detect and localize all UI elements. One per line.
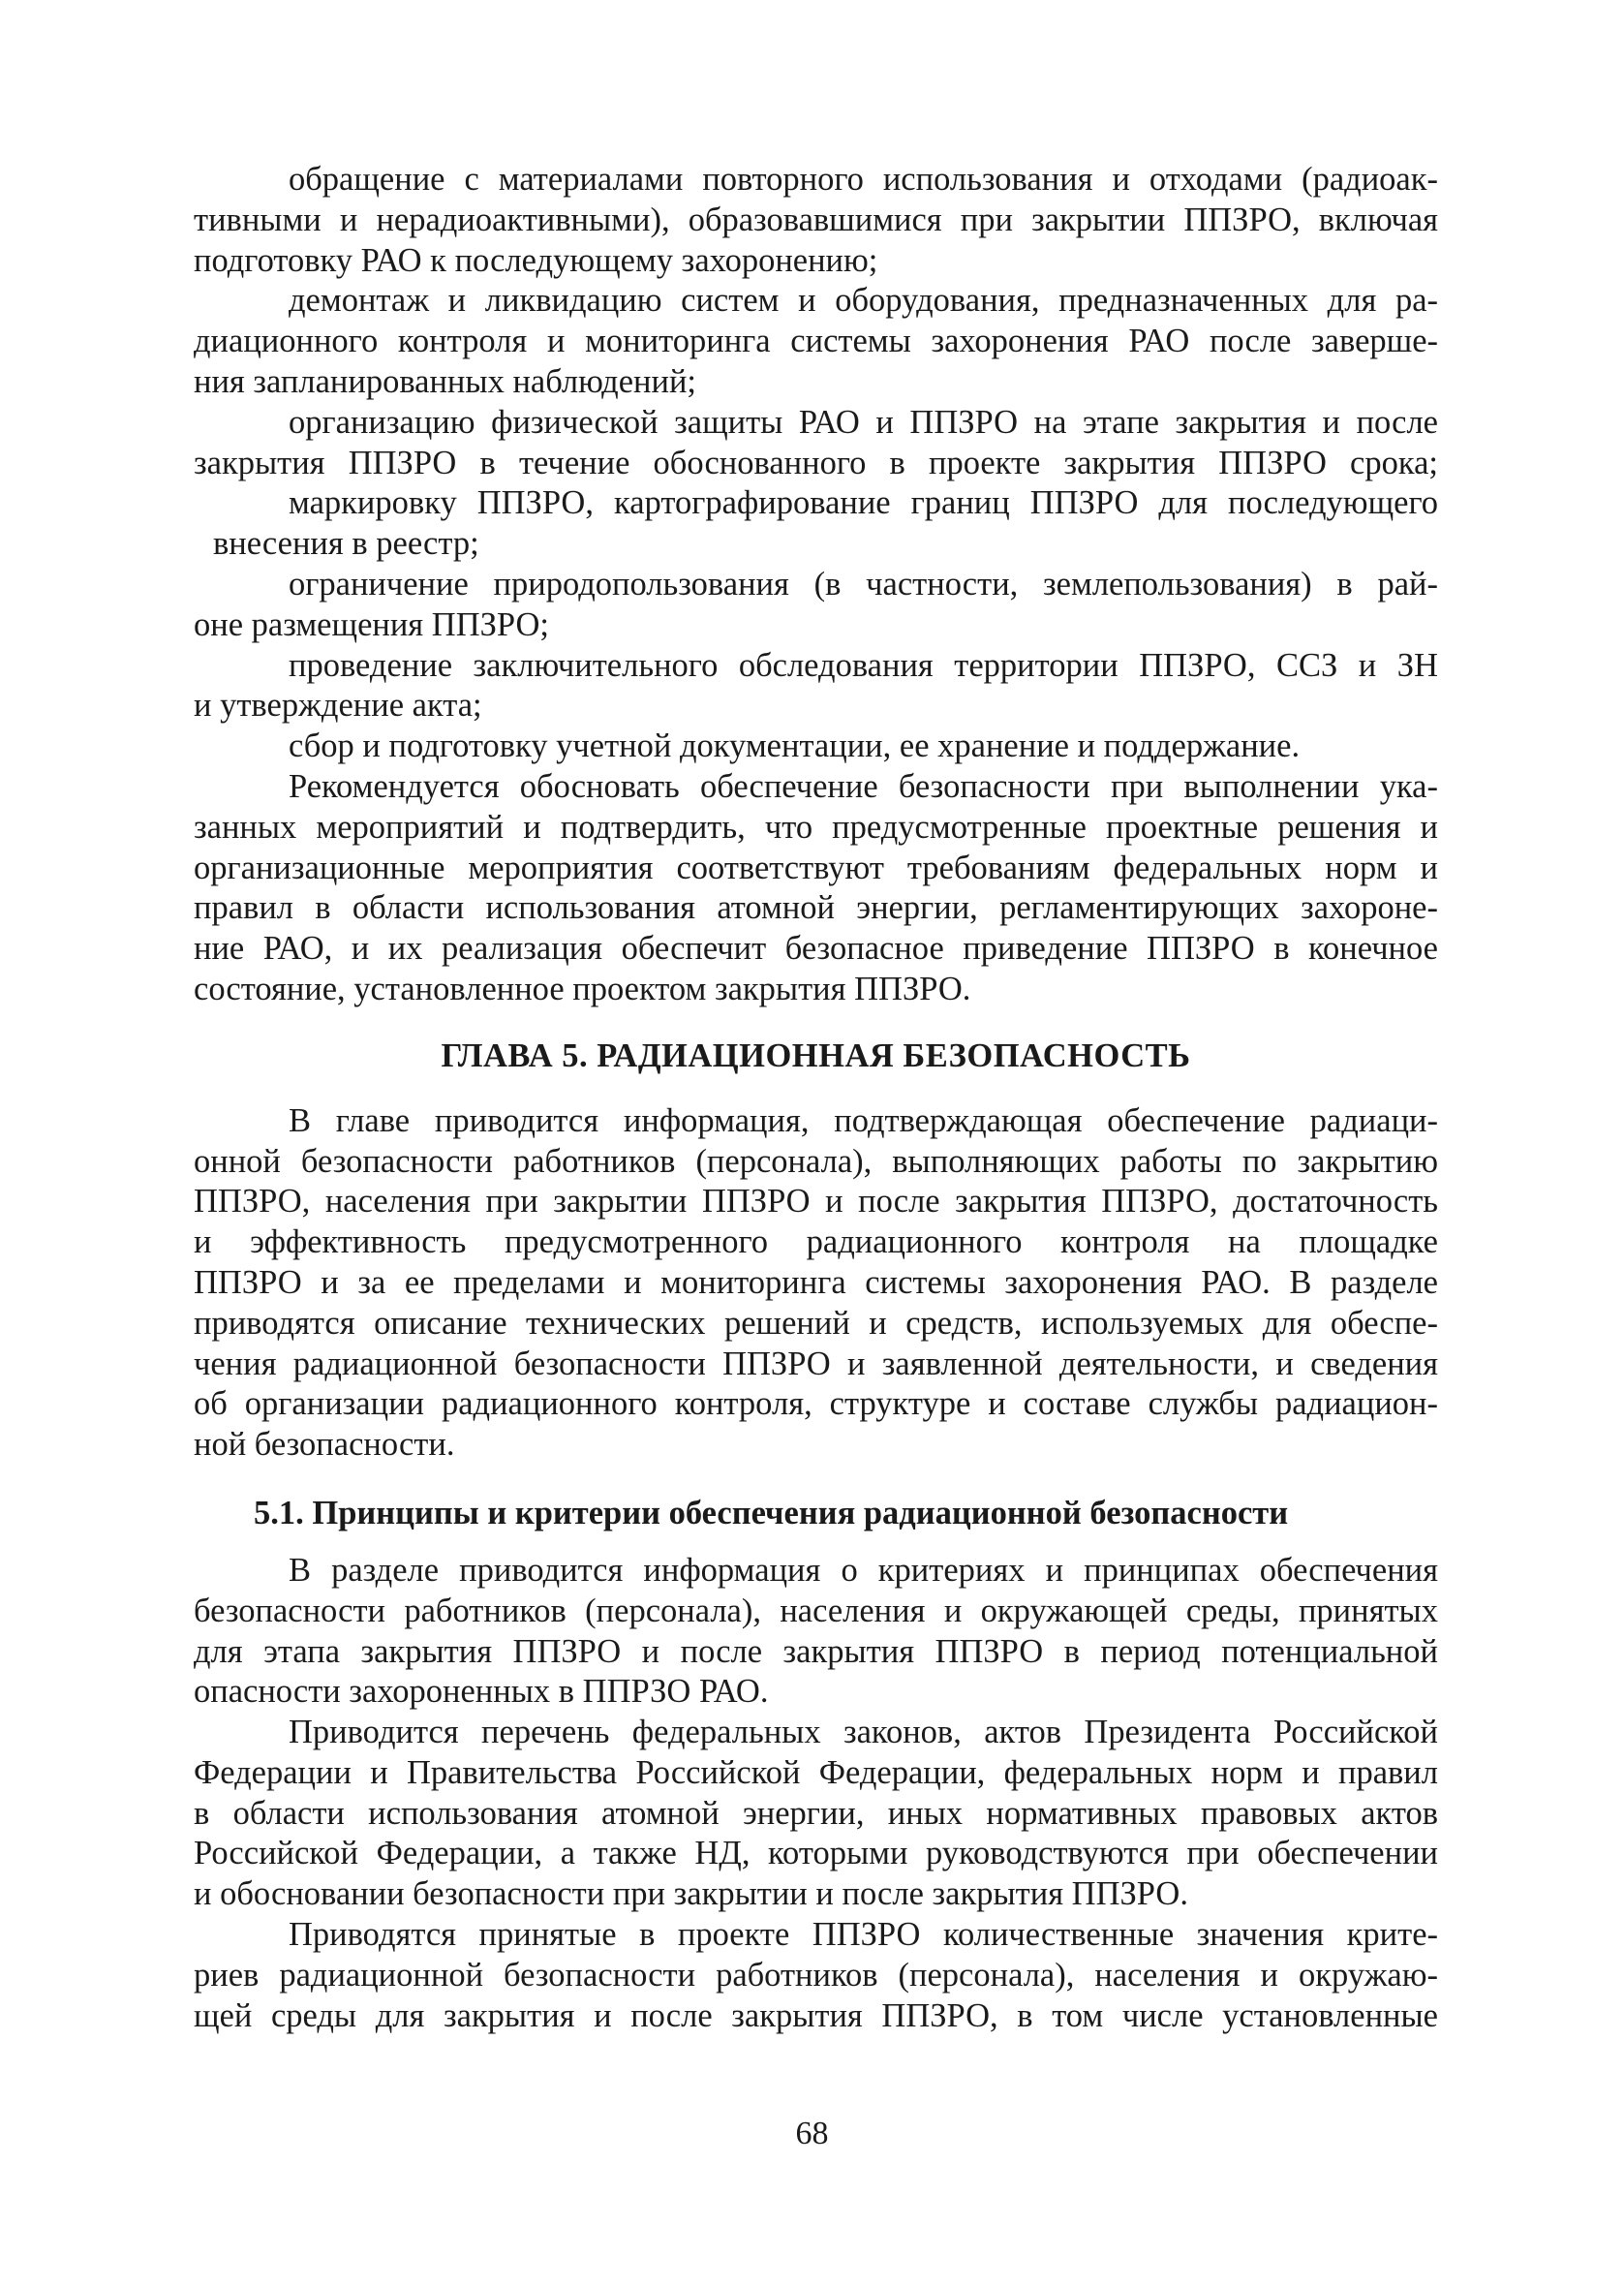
- text-line: ППЗРО, населения при закрытии ППЗРО и после закрытия ППЗРО, достаточность: [194, 1183, 1438, 1221]
- text-line: сбор и подготовку учетной документации, ее хранение и поддержание.: [289, 727, 1301, 765]
- text-line: организационные мероприятия соответствуют требованиям федеральных норм и: [194, 849, 1438, 886]
- text-line: и утверждение акта;: [194, 687, 482, 725]
- text-line: В главе приводится информация, подтверждающая обеспечение радиаци-: [289, 1101, 1438, 1139]
- text-line: В разделе приводится информация о критериях и принципах обеспечения: [289, 1551, 1438, 1589]
- chapter-intro-paragraph: [194, 1101, 1438, 1466]
- text-line: внесения в реестр;: [213, 525, 479, 563]
- text-line: онной безопасности работников (персонала), выполняющих работы по закрытию: [194, 1142, 1438, 1180]
- text-line: маркировку ППЗРО, картографирование границ ППЗРО для последующего: [289, 484, 1438, 522]
- section-title: 5.1. Принципы и критерии обеспечения радиационной безопасности: [254, 1494, 1289, 1531]
- text-line: Приводятся принятые в проекте ППЗРО количественные значения крите-: [289, 1916, 1438, 1954]
- text-line: опасности захороненных в ППРЗО РАО.: [194, 1673, 769, 1711]
- page-number: 68: [795, 2116, 829, 2151]
- text-line: риев радиационной безопасности работников (персонала), населения и окружаю-: [194, 1956, 1438, 1994]
- chapter-title: ГЛАВА 5. РАДИАЦИОННАЯ БЕЗОПАСНОСТЬ: [441, 1036, 1191, 1074]
- text-line: безопасности работников (персонала), населения и окружающей среды, принятых: [194, 1592, 1438, 1629]
- text-line: ния запланированных наблюдений;: [194, 362, 696, 400]
- closure-activities-section: [194, 160, 1438, 1010]
- text-line: Рекомендуется обосновать обеспечение безопасности при выполнении ука-: [289, 767, 1438, 805]
- text-line: об организации радиационного контроля, структуре и составе службы радиацион-: [194, 1385, 1438, 1423]
- text-line: и обосновании безопасности при закрытии и после закрытия ППЗРО.: [194, 1875, 1188, 1913]
- text-line: для этапа закрытия ППЗРО и после закрытия ППЗРО в период потенциальной: [194, 1632, 1438, 1670]
- text-line: демонтаж и ликвидацию систем и оборудования, предназначенных для ра-: [289, 282, 1438, 320]
- text-line: обращение с материалами повторного использования и отходами (радиоак-: [289, 161, 1438, 198]
- text-line: закрытия ППЗРО в течение обоснованного в проекте закрытия ППЗРО срока;: [194, 444, 1438, 481]
- text-line: чения радиационной безопасности ППЗРО и заявленной деятельности, и сведения: [194, 1345, 1438, 1382]
- text-line: Российской Федерации, а также НД, которыми руководствуются при обеспечении: [194, 1835, 1438, 1872]
- section-body: [194, 1551, 1438, 2037]
- text-line: организацию физической защиты РАО и ППЗРО на этапе закрытия и после: [289, 403, 1438, 441]
- text-line: ние РАО, и их реализация обеспечит безопасное приведение ППЗРО в конечное: [194, 930, 1438, 968]
- text-line: диационного контроля и мониторинга системы захоронения РАО после заверше-: [194, 323, 1438, 360]
- text-line: в области использования атомной энергии, иных нормативных правовых актов: [194, 1794, 1438, 1832]
- text-line: ограничение природопользования (в частности, землепользования) в рай-: [289, 565, 1438, 603]
- text-line: и эффективность предусмотренного радиационного контроля на площадке: [194, 1223, 1438, 1261]
- text-line: занных мероприятий и подтвердить, что предусмотренные проектные решения и: [194, 808, 1438, 846]
- text-line: правил в области использования атомной энергии, регламентирующих захороне-: [194, 889, 1438, 927]
- text-line: щей среды для закрытия и после закрытия ППЗРО, в том числе установленные: [194, 1996, 1438, 2034]
- text-line: Федерации и Правительства Российской Федерации, федеральных норм и правил: [194, 1753, 1438, 1791]
- text-line: состояние, установленное проектом закрытия ППЗРО.: [194, 970, 971, 1007]
- text-line: ной безопасности.: [194, 1426, 455, 1464]
- text-line: Приводится перечень федеральных законов, актов Президента Российской: [289, 1714, 1438, 1751]
- document-page: [194, 160, 1438, 2036]
- text-line: подготовку РАО к последующему захоронению;: [194, 241, 878, 279]
- text-line: проведение заключительного обследования территории ППЗРО, ССЗ и ЗН: [289, 646, 1438, 684]
- text-line: тивными и нерадиоактивными), образовавшимися при закрытии ППЗРО, включая: [194, 201, 1438, 238]
- text-line: ППЗРО и за ее пределами и мониторинга системы захоронения РАО. В разделе: [194, 1263, 1438, 1301]
- text-line: оне размещения ППЗРО;: [194, 605, 550, 643]
- text-line: приводятся описание технических решений и средств, используемых для обеспе-: [194, 1304, 1438, 1342]
